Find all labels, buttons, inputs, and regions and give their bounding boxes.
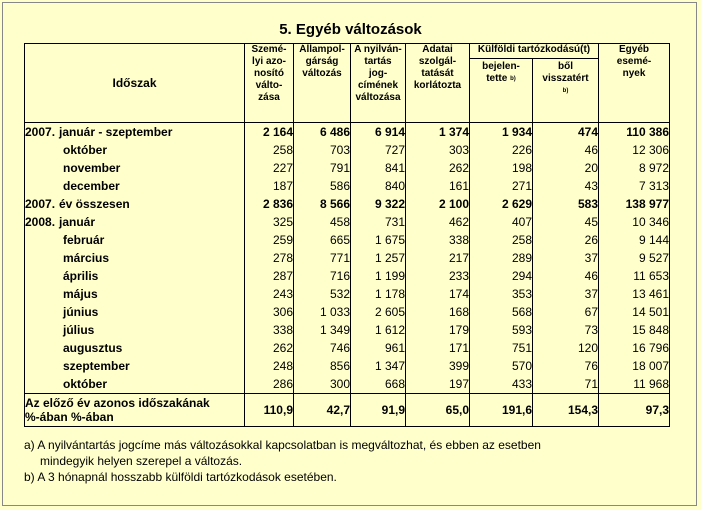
table-row: [25, 357, 670, 375]
table-cell: 258: [470, 231, 533, 249]
row-label: szeptember: [25, 357, 245, 375]
table-cell: 353: [470, 285, 533, 303]
table-row: [25, 339, 670, 357]
table-cell: 306: [245, 303, 294, 321]
table-cell: 731: [351, 213, 406, 231]
table-cell: 474: [533, 123, 599, 142]
table-row: [25, 267, 670, 285]
table-cell: 462: [406, 213, 470, 231]
table-cell: 76: [533, 357, 599, 375]
table-cell: 226: [470, 141, 533, 159]
table-cell: 2 100: [406, 195, 470, 213]
table-cell: 18 007: [599, 357, 670, 375]
table-cell: 243: [245, 285, 294, 303]
table-row: [25, 159, 670, 177]
table-cell: 7 313: [599, 177, 670, 195]
table-cell: 171: [406, 339, 470, 357]
table-cell: 856: [294, 357, 351, 375]
table-row: [25, 141, 670, 159]
table-cell: 1 675: [351, 231, 406, 249]
row-label: február: [25, 231, 245, 249]
table-cell: 746: [294, 339, 351, 357]
table-cell: 840: [351, 177, 406, 195]
table-cell: 593: [470, 321, 533, 339]
table-cell: 1 257: [351, 249, 406, 267]
stats-table: [24, 43, 670, 427]
table-cell: 289: [470, 249, 533, 267]
table-cell: 67: [533, 303, 599, 321]
table-cell: 303: [406, 141, 470, 159]
table-cell: 262: [245, 339, 294, 357]
table-cell: 287: [245, 267, 294, 285]
row-label: március: [25, 249, 245, 267]
table-cell: 771: [294, 249, 351, 267]
table-cell: 841: [351, 159, 406, 177]
table-cell: 9 144: [599, 231, 670, 249]
table-cell: 586: [294, 177, 351, 195]
row-label: 2008. január: [25, 213, 245, 231]
summary-cell: 65,0: [406, 394, 470, 427]
table-cell: 179: [406, 321, 470, 339]
table-cell: 433: [470, 375, 533, 394]
table-cell: 751: [470, 339, 533, 357]
table-cell: 9 322: [351, 195, 406, 213]
table-cell: 16 796: [599, 339, 670, 357]
table-cell: 37: [533, 249, 599, 267]
row-label: augusztus: [25, 339, 245, 357]
table-cell: 1 349: [294, 321, 351, 339]
table-cell: 161: [406, 177, 470, 195]
header-col6: ből visszatért $^{b)}$: [533, 59, 599, 123]
header-foreign-group: Külföldi tartózkodású(t): [470, 44, 599, 59]
table-cell: 14 501: [599, 303, 670, 321]
row-label: december: [25, 177, 245, 195]
table-cell: 217: [406, 249, 470, 267]
row-label: június: [25, 303, 245, 321]
table-row: [25, 195, 670, 213]
footnotes: [24, 437, 669, 485]
summary-cell: 191,6: [470, 394, 533, 427]
table-cell: 110 386: [599, 123, 670, 142]
row-label: október: [25, 141, 245, 159]
table-cell: 187: [245, 177, 294, 195]
row-label: április: [25, 267, 245, 285]
table-cell: 294: [470, 267, 533, 285]
table-cell: 2 164: [245, 123, 294, 142]
table-row: [25, 321, 670, 339]
table-cell: 2 629: [470, 195, 533, 213]
header-col7: Egyéb esemé- nyek: [599, 44, 670, 123]
table-cell: 15 848: [599, 321, 670, 339]
table-cell: 12 306: [599, 141, 670, 159]
table-cell: 120: [533, 339, 599, 357]
row-label: október: [25, 375, 245, 394]
header-period: Időszak: [25, 44, 245, 123]
table-cell: 583: [533, 195, 599, 213]
table-cell: 1 199: [351, 267, 406, 285]
table-cell: 174: [406, 285, 470, 303]
table-cell: 338: [245, 321, 294, 339]
table-cell: 458: [294, 213, 351, 231]
summary-cell: 110,9: [245, 394, 294, 427]
table-cell: 1 934: [470, 123, 533, 142]
row-label: május: [25, 285, 245, 303]
table-row: [25, 285, 670, 303]
table-cell: 13 461: [599, 285, 670, 303]
table-cell: 11 968: [599, 375, 670, 394]
table-cell: 2 605: [351, 303, 406, 321]
table-row: [25, 249, 670, 267]
table-cell: 278: [245, 249, 294, 267]
table-cell: 262: [406, 159, 470, 177]
table-cell: 399: [406, 357, 470, 375]
table-cell: 668: [351, 375, 406, 394]
table-cell: 8 972: [599, 159, 670, 177]
table-cell: 6 486: [294, 123, 351, 142]
table-cell: 961: [351, 339, 406, 357]
table-cell: 1 033: [294, 303, 351, 321]
table-row: [25, 177, 670, 195]
table-cell: 45: [533, 213, 599, 231]
table-cell: 1 374: [406, 123, 470, 142]
table-cell: 9 527: [599, 249, 670, 267]
table-cell: 665: [294, 231, 351, 249]
table-cell: 10 346: [599, 213, 670, 231]
table-cell: 259: [245, 231, 294, 249]
table-cell: 338: [406, 231, 470, 249]
table-cell: 703: [294, 141, 351, 159]
table-cell: 6 914: [351, 123, 406, 142]
table-cell: 20: [533, 159, 599, 177]
table-cell: 300: [294, 375, 351, 394]
table-cell: 727: [351, 141, 406, 159]
summary-cell: 42,7: [294, 394, 351, 427]
table-cell: 197: [406, 375, 470, 394]
header-col2: Állampol- gárság változás: [294, 44, 351, 123]
table-cell: 407: [470, 213, 533, 231]
table-row: [25, 375, 670, 394]
table-cell: 71: [533, 375, 599, 394]
table-cell: 286: [245, 375, 294, 394]
table-cell: 791: [294, 159, 351, 177]
table-cell: 2 836: [245, 195, 294, 213]
table-cell: 26: [533, 231, 599, 249]
summary-label: Az előző év azonos időszakának %-ában %-ában: [25, 394, 245, 427]
table-cell: 1 178: [351, 285, 406, 303]
footnote-b: b) A 3 hónapnál hosszabb külföldi tartózkodások esetében.: [24, 470, 337, 484]
table-cell: 1 347: [351, 357, 406, 375]
table-cell: 168: [406, 303, 470, 321]
page-title: 5. Egyéb változások: [279, 21, 422, 38]
table-cell: 570: [470, 357, 533, 375]
table-row: [25, 303, 670, 321]
summary-cell: 154,3: [533, 394, 599, 427]
table-cell: 716: [294, 267, 351, 285]
header-col4: Adatai szolgál- tatását korlátozta: [406, 44, 470, 123]
table-cell: 37: [533, 285, 599, 303]
summary-row: [25, 394, 670, 427]
table-cell: 271: [470, 177, 533, 195]
table-cell: 568: [470, 303, 533, 321]
header-col1: Szemé- lyi azo- nosító válto- zása: [245, 44, 294, 123]
table-cell: 325: [245, 213, 294, 231]
table-cell: 11 653: [599, 267, 670, 285]
table-cell: 227: [245, 159, 294, 177]
table-cell: 258: [245, 141, 294, 159]
footnote-a: a) A nyilvántartás jogcíme más változásokkal kapcsolatban is megváltozhat, és ebben az esetben: [24, 438, 541, 452]
table-row: [25, 231, 670, 249]
table-cell: 46: [533, 267, 599, 285]
table-row: [25, 213, 670, 231]
table-cell: 198: [470, 159, 533, 177]
table-row: [25, 123, 670, 142]
row-label: november: [25, 159, 245, 177]
header-col5: bejelen- tette $^{b)}$: [470, 59, 533, 123]
summary-cell: 91,9: [351, 394, 406, 427]
table-cell: 233: [406, 267, 470, 285]
footnote-a-cont: mindegyik helyen szerepel a változás.: [40, 454, 243, 468]
row-label: 2007. január - szeptember: [25, 123, 245, 142]
table-cell: 1 612: [351, 321, 406, 339]
header-col3: A nyilván- tartás jog- címének változása: [351, 44, 406, 123]
table-cell: 43: [533, 177, 599, 195]
summary-cell: 97,3: [599, 394, 670, 427]
table-cell: 138 977: [599, 195, 670, 213]
row-label: július: [25, 321, 245, 339]
row-label: 2007. év összesen: [25, 195, 245, 213]
table-cell: 532: [294, 285, 351, 303]
table-cell: 46: [533, 141, 599, 159]
table-cell: 248: [245, 357, 294, 375]
table-cell: 8 566: [294, 195, 351, 213]
table-cell: 73: [533, 321, 599, 339]
